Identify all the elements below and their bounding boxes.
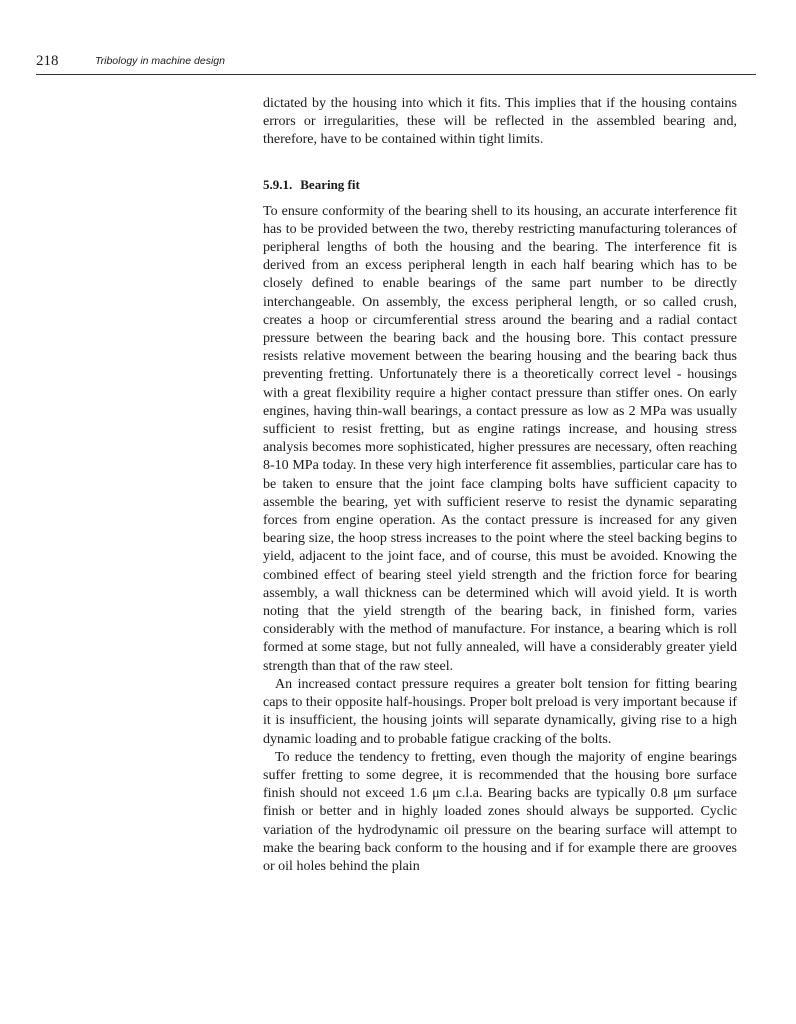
page-number: 218 xyxy=(36,53,59,69)
body-text xyxy=(263,95,737,876)
header-rule xyxy=(36,74,756,75)
section-heading xyxy=(263,177,737,193)
paragraph-bolt-tension: An increased contact pressure requires a greater bolt tension for fitting bearing caps to their opposite half-housings. Proper bolt preload is very important because if it is insufficient, the housing joints will separate dynamically, giving rise to a high dynamic loading and to probable fatigue cracking of the bolts. xyxy=(263,676,737,747)
page-header xyxy=(36,52,756,72)
intro-paragraph: dictated by the housing into which it fits. This implies that if the housing contains errors or irregularities, these will be reflected in the assembled bearing and, therefore, have to be contained within tight limits. xyxy=(263,96,737,148)
running-title: Tribology in machine design xyxy=(95,55,225,67)
section-number: 5.9.1. xyxy=(263,176,293,192)
paragraph-fretting: To reduce the tendency to fretting, even though the majority of engine bearings suffer fretting to some degree, it is recommended that the housing bore surface finish should not exceed 1.6 μm c.l.a. Bearing backs are typically 0.8 μm surface finish or better and in highly loaded zones should always be supported. Cyclic variation of the hydrodynamic oil pressure on the bearing surface will attempt to make the bearing back conform to the housing and if for example there are grooves or oil holes behind the plain xyxy=(263,749,737,874)
paragraph-bearing-fit: To ensure conformity of the bearing shell to its housing, an accurate interference fit has to be provided between the two, thereby restricting manufacturing tolerances of peripheral lengths of both the housing and the bearing. The interference fit is derived from an excess peripheral length in each half bearing which has to be closely defined to enable bearings of the same part number to be directly interchangeable. On assembly, the excess peripheral length, or so called crush, creates a hoop or circumferential stress around the bearing and a radial contact pressure between the bearing back and the housing bore. This contact pressure resists relative movement between the bearing housing and the bearing back thus preventing fretting. Unfortunately there is a theoretically correct level - housings with a great flexibility require a higher contact pressure than stiffer ones. On early engines, having thin-wall bearings, a contact pressure as low as 2 MPa was usually sufficient to resist fretting, but as engine ratings increase, and housing stress analysis becomes more sophisticated, higher pressures are necessary, often reaching 8-10 MPa today. In these very high interference fit assemblies, particular care has to be taken to ensure that the joint face clamping bolts have sufficient capacity to assemble the bearing, yet with sufficient reserve to resist the dynamic separating forces from engine operation. As the contact pressure is increased for any given bearing size, the hoop stress increases to the point where the steel backing begins to yield, adjacent to the joint face, and of course, this must be avoided. Knowing the combined effect of bearing steel yield strength and the friction force for bearing assembly, a wall thickness can be determined which will avoid yield. It is worth noting that the yield strength of the bearing back, in finished form, varies considerably with the method of manufacture. For instance, a bearing which is roll formed at some stage, but not fully annealed, will have a considerably greater yield strength than that of the raw steel. xyxy=(263,203,737,674)
section-title: Bearing fit xyxy=(300,176,360,192)
